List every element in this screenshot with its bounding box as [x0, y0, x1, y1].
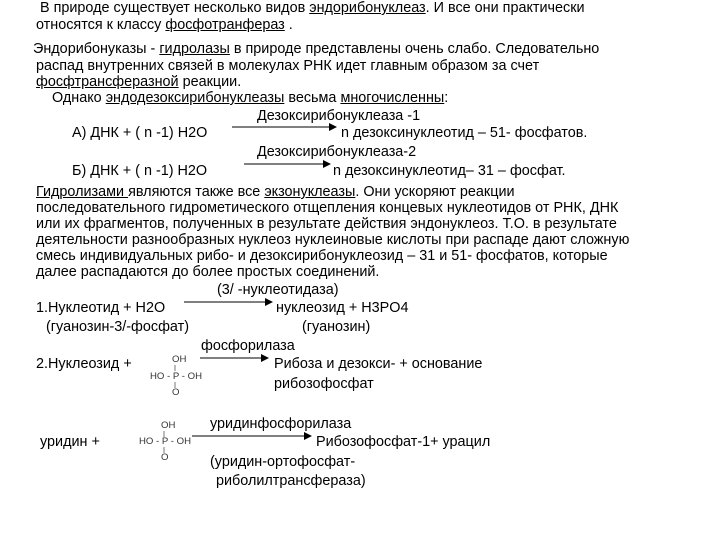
r3-phosphate-oh-top: OH	[161, 420, 176, 431]
para3-line: Однако эндодезоксирибонуклеазы весьма многочисленны:	[52, 90, 449, 106]
para1-line1: В природе существует несколько видов эндорибонуклеаз. И все они практически	[40, 0, 585, 16]
reaction-b-left: Б) ДНК + ( n -1) H2O	[72, 163, 208, 179]
para2-line2: распад внутренних связей в молекулах РНК идет главным образом за счет	[36, 58, 540, 74]
para4-line3: или их фрагментов, полученных в результате действия эндонуклеоз. Т.О. в результате	[36, 216, 617, 232]
r1-enzyme: (3/ -нуклеотидаза)	[217, 282, 339, 298]
r1-left: 1.Нуклеотид + H2O	[36, 300, 166, 316]
r3-enzyme: уридинфосфорилаза	[210, 416, 352, 432]
reaction-b-enzyme: Дезоксирибонуклеаза-2	[257, 144, 417, 160]
r2-left: 2.Нуклеозид +	[36, 356, 132, 372]
para4-line4: деятельности разнообразных нуклеоз нуклеиновые кислоты при распаде дают сложную	[36, 232, 630, 248]
term-phosphotransferases: фосфотранфераз	[165, 17, 285, 33]
r3-phosphate-formula: HO - P - OH	[139, 436, 192, 447]
r2-enzyme: фосфорилаза	[201, 338, 295, 354]
para4-line5: смесь индивидуальных рибо- и дезоксирибонуклеозид – 31 и 51- фосфатов, которые	[36, 248, 608, 264]
reaction-b-right: n дезоксинуклеотид– 31 – фосфат.	[333, 163, 566, 179]
para1-line2: относятся к классу фосфотранфераз .	[36, 17, 293, 33]
para2-line1: Эндорибонуказы - гидролазы в природе представлены очень слабо. Следовательно	[33, 41, 600, 57]
para4-line1: Гидролизами являются также все экзонуклеазы. Они ускоряют реакции	[36, 184, 515, 200]
term-numerous: многочисленны	[340, 90, 445, 106]
r3-note-line2: риболилтрансфераза)	[216, 473, 366, 489]
r2-right-line1: Рибоза и дезокси- + основание	[274, 356, 483, 372]
r1-sub-left: (гуанозин-3/-фосфат)	[46, 319, 189, 335]
para4-line6: далее распадаются до более простых соединений.	[36, 264, 380, 280]
term-endodeoxyribonucleases: эндодезоксирибонуклеазы	[105, 90, 285, 106]
term-phosphotransferase-reaction: фосфтрансферазной	[36, 74, 179, 90]
term-endoribonucleases: эндорибонуклеаз	[309, 0, 426, 16]
r2-right-line2: рибозофосфат	[274, 376, 374, 392]
term-hydrolases: гидролазы	[159, 41, 230, 57]
para4-line2: последовательного гидрометического отщепления концевых нуклеотидов от РНК, ДНК	[36, 200, 619, 216]
reaction-a-left: А) ДНК + ( n -1) H2O	[72, 125, 208, 141]
r3-phosphate-o-bottom: O	[161, 452, 169, 463]
r3-left: уридин +	[40, 434, 100, 450]
reaction-a-right: n дезоксинуклеотид – 51- фосфатов.	[341, 125, 588, 141]
r1-sub-right: (гуанозин)	[302, 319, 371, 335]
r1-right: нуклеозид + H3PO4	[276, 300, 409, 316]
r2-phosphate-o-bottom: O	[172, 387, 180, 398]
para2-line3: фосфтрансферазной реакции.	[36, 74, 242, 90]
term-hydrolases-2: Гидролизами	[36, 184, 129, 200]
term-exonucleases: экзонуклеазы	[264, 184, 356, 200]
r3-note-line1: (уридин-ортофосфат-	[210, 454, 356, 470]
r2-phosphate-formula: HO - P - OH	[150, 371, 203, 382]
reaction-a-enzyme: Дезоксирибонуклеаза -1	[257, 108, 421, 124]
r3-right: Рибозофосфат-1+ урацил	[316, 434, 491, 450]
r2-phosphate-oh-top: OH	[172, 354, 187, 365]
